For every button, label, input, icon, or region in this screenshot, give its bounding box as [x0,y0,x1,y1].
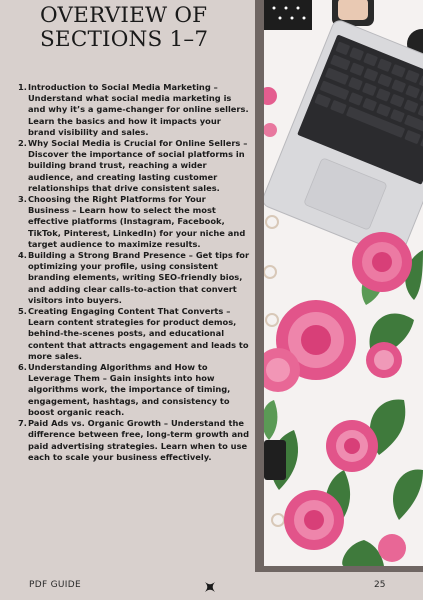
list-item-number: 7. [18,418,27,429]
list-item [18,362,250,418]
list-item [18,138,250,194]
list-item [18,194,250,250]
list-item [18,250,250,306]
list-item-text: Building a Strong Brand Presence – Get tips for optimizing your profile, using consistent branding elements, writing SEO-friendly bios, and adding clear calls-to-action that convert visitors into buyers. [27,250,250,305]
list-item-text: Introduction to Social Media Marketing – Understand what social media marketing is and why it’s a game-changer for online sellers. Learn the basics and how it impacts your brand visibility and sales. [27,82,249,137]
list-item-number: 2. [18,138,27,149]
flowers-laptop-photo [264,0,423,566]
list-item-number: 5. [18,306,27,317]
sparkle-icon [203,580,217,594]
page-title-line-2: SECTIONS 1–7 [40,27,209,52]
list-item-text: Creating Engaging Content That Converts – Learn content strategies for product demos, behind-the-scenes posts, and educational content that attracts engagement and leads to more sales. [27,306,249,361]
page-title [40,4,240,52]
list-item-number: 3. [18,194,27,205]
list-item-text: Why Social Media is Crucial for Online Sellers – Discover the importance of social platforms in building brand trust, reaching a wider audience, and creating lasting customer relationships that drive consistent sales. [27,138,248,193]
list-item-text: Choosing the Right Platforms for Your Business – Learn how to select the most effective platforms (Instagram, Facebook, TikTok, Pinterest, LinkedIn) for your niche and target audience to maximize results. [27,194,246,249]
dotted-box-shape [264,0,312,30]
list-item-number: 4. [18,250,27,261]
list-item-number: 6. [18,362,27,373]
page-number: 25 [374,580,386,590]
list-item-text: Paid Ads vs. Organic Growth – Understand the difference between free, long-term growth and paid advertising strategies. Learn when to use each to scale your business effectively. [27,418,250,462]
sections-list [18,82,250,463]
footer-label: PDF GUIDE [29,580,81,590]
list-item-number: 1. [18,82,27,92]
list-item [18,306,250,362]
list-item [18,418,250,463]
page-title-line-1: OVERVIEW OF [40,3,208,28]
phone-shape [264,440,286,480]
list-item [18,82,250,138]
list-item-text: Understanding Algorithms and How to Leverage Them – Gain insights into how algorithms work, the importance of timing, engagement, hashtags, and consistency to boost organic reach. [27,362,231,417]
